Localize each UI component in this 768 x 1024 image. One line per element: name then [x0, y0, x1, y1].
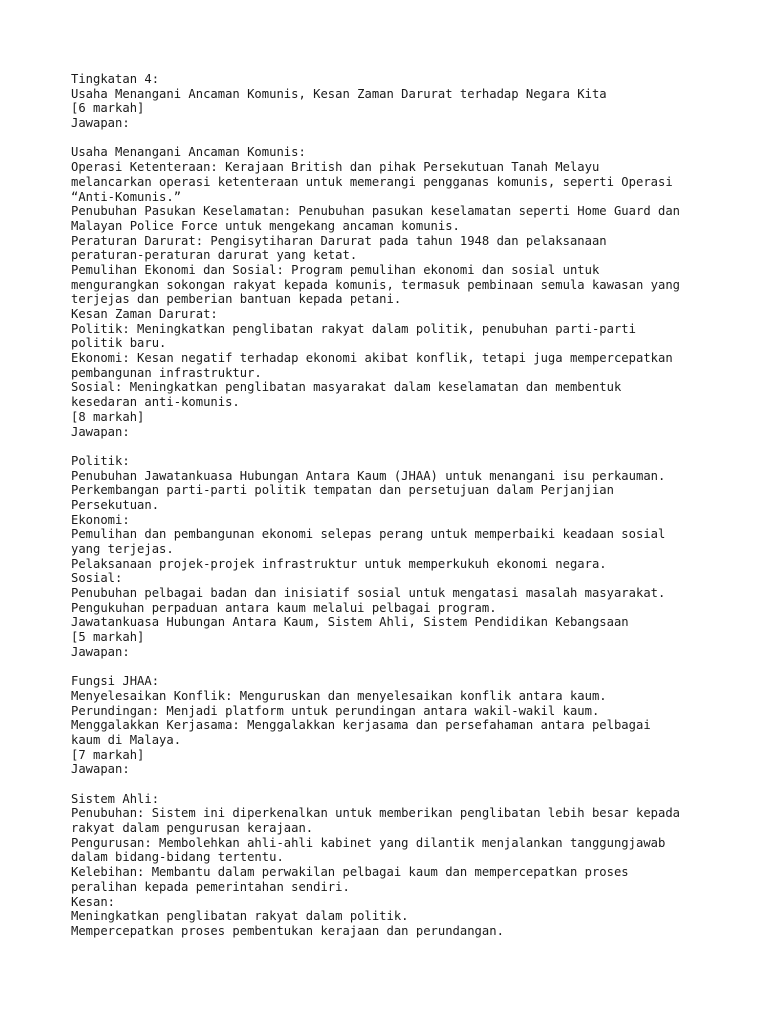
text-line: kaum di Malaya.	[71, 732, 182, 747]
blank-line	[71, 131, 731, 146]
text-line: pembangunan infrastruktur.	[71, 365, 262, 380]
text-line: Jawapan:	[71, 424, 130, 439]
text-line: Penubuhan Pasukan Keselamatan: Penubuhan pasukan keselamatan seperti Home Guard dan	[71, 204, 681, 219]
text-line: peralihan kepada pemerintahan sendiri.	[71, 879, 350, 894]
text-line: Malayan Police Force untuk mengekang ancaman komunis.	[71, 218, 460, 233]
text-line: Jawatankuasa Hubungan Antara Kaum, Sistem Ahli, Sistem Pendidikan Kebangsaan	[71, 615, 629, 630]
text-line: Perundingan: Menjadi platform untuk perundingan antara wakil-wakil kaum.	[71, 703, 600, 718]
text-line: [5 markah]	[71, 630, 145, 645]
text-line: Pemulihan Ekonomi dan Sosial: Program pemulihan ekonomi dan sosial untuk	[71, 262, 600, 277]
text-line: Jawapan:	[71, 644, 130, 659]
text-line: Sosial: Meningkatkan penglibatan masyarakat dalam keselamatan dan membentuk	[71, 380, 622, 395]
text-line: [7 markah]	[71, 747, 145, 762]
text-line: Politik: Meningkatkan penglibatan rakyat dalam politik, penubuhan parti-parti	[71, 321, 636, 336]
text-line: Pengukuhan perpaduan antara kaum melalui pelbagai program.	[71, 600, 497, 615]
text-line: Mempercepatkan proses pembentukan kerajaan dan perundangan.	[71, 923, 504, 938]
text-line: [8 markah]	[71, 409, 145, 424]
text-line: Tingkatan 4:	[71, 72, 160, 86]
text-line: Sosial:	[71, 571, 123, 586]
text-line: Usaha Menangani Ancaman Komunis, Kesan Zaman Darurat terhadap Negara Kita	[71, 86, 607, 101]
text-line: terjejas dan pemberian bantuan kepada petani.	[71, 292, 402, 307]
text-line: Operasi Ketenteraan: Kerajaan British dan pihak Persekutuan Tanah Melayu	[71, 160, 600, 175]
text-line: Persekutuan.	[71, 497, 160, 512]
text-line: Kesan Zaman Darurat:	[71, 307, 218, 321]
text-line: Kelebihan: Membantu dalam perwakilan pelbagai kaum dan mempercepatkan proses	[71, 865, 629, 880]
blank-line	[71, 777, 731, 792]
text-line: Penubuhan Jawatankuasa Hubungan Antara Kaum (JHAA) untuk menangani isu perkauman.	[71, 468, 666, 483]
text-line: Menggalakkan Kerjasama: Menggalakkan kerjasama dan persefahaman antara pelbagai	[71, 718, 651, 733]
text-line: kesedaran anti-komunis.	[71, 395, 240, 410]
text-line: Pemulihan dan pembangunan ekonomi selepas perang untuk memperbaiki keadaan sosial	[71, 527, 666, 542]
text-line: Fungsi JHAA:	[71, 674, 160, 689]
text-line: Jawapan:	[71, 116, 130, 131]
text-line: [6 markah]	[71, 101, 145, 116]
text-line: dalam bidang-bidang tertentu.	[71, 850, 284, 865]
text-line: politik baru.	[71, 336, 167, 351]
text-line: Penubuhan: Sistem ini diperkenalkan untuk memberikan penglibatan lebih besar kepada	[71, 806, 681, 821]
text-line: Ekonomi: Kesan negatif terhadap ekonomi akibat konflik, tetapi juga mempercepatkan	[71, 351, 673, 366]
text-line: Jawapan:	[71, 762, 130, 777]
text-line: Peraturan Darurat: Pengisytiharan Darurat pada tahun 1948 dan pelaksanaan	[71, 233, 607, 248]
text-line: Kesan:	[71, 894, 116, 909]
text-line: mengurangkan sokongan rakyat kepada komunis, termasuk pembinaan semula kawasan yang	[71, 277, 681, 292]
text-line: Usaha Menangani Ancaman Komunis:	[71, 145, 306, 160]
text-line: Perkembangan parti-parti politik tempatan dan persetujuan dalam Perjanjian	[71, 483, 614, 498]
blank-line	[71, 660, 731, 675]
text-line: melancarkan operasi ketenteraan untuk memerangi pengganas komunis, seperti Operasi	[71, 174, 673, 189]
text-line: Ekonomi:	[71, 512, 130, 527]
text-line: Penubuhan pelbagai badan dan inisiatif sosial untuk mengatasi masalah masyarakat.	[71, 586, 666, 601]
blank-line	[71, 439, 731, 454]
text-line: Pelaksanaan projek-projek infrastruktur untuk memperkukuh ekonomi negara.	[71, 556, 607, 571]
text-line: Meningkatkan penglibatan rakyat dalam politik.	[71, 909, 409, 924]
text-line: yang terjejas.	[71, 542, 174, 556]
text-line: Menyelesaikan Konflik: Menguruskan dan menyelesaikan konflik antara kaum.	[71, 688, 607, 703]
text-line: Politik:	[71, 453, 130, 468]
text-line: rakyat dalam pengurusan kerajaan.	[71, 821, 314, 836]
document-page	[71, 72, 731, 939]
text-line: “Anti-Komunis.”	[71, 189, 182, 204]
text-line: Pengurusan: Membolehkan ahli-ahli kabinet yang dilantik menjalankan tanggungjawab	[71, 835, 666, 850]
text-line: peraturan-peraturan darurat yang ketat.	[71, 248, 358, 263]
text-line: Sistem Ahli:	[71, 791, 160, 806]
